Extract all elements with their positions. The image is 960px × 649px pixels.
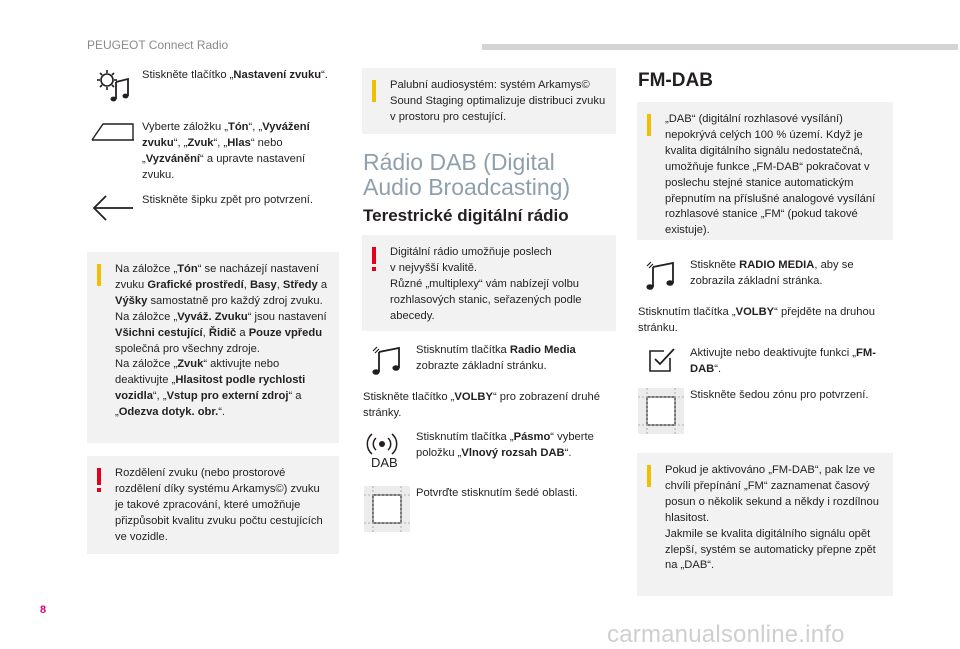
warning-marker [97,468,101,485]
info-paragraph-balance: Na záložce „Vyváž. Zvuku“ jsou nastavení Všichni cestující, Řidič a Pouze vpředu společná pro všechny zdroje. [115,310,327,355]
paragraph-volby-fm: Stisknutím tlačítka „VOLBY“ přejděte na druhou stránku. [638,306,875,334]
info-paragraph-tone: Na záložce „Tón“ se nacházejí nastavení zvuku Grafické prostředí, Basy, Středy a Výšky samostatně pro každý zdroj zvuku. [115,263,328,307]
watermark: carmanualsonline.info [607,621,845,648]
paragraph-volby: Stiskněte tlačítko „VOLBY“ pro zobrazení druhé stránky. [363,391,600,419]
step-select-tab [88,120,338,184]
warning-box-sound-distribution [87,456,339,554]
header-rule [482,44,958,50]
section-title-dab: Rádio DAB (Digital Audio Broadcasting) [363,149,571,201]
step-text: Stiskněte šipku zpět pro potvrzení. [142,194,314,206]
step-text: Aktivujte nebo deaktivujte funkci „FM-DAB“. [690,347,876,375]
step-back-arrow [88,193,338,223]
dab-icon-label: DAB [371,455,398,470]
step-sound-settings [88,68,338,106]
step-radio-media-fm [636,258,894,292]
warning-line: Různé „multiplexy“ vám nabízejí volbu rozhlasových stanic, seřazených podle abecedy. [390,277,582,322]
info-box-sound-tabs [87,252,339,443]
step-text: Vyberte záložku „Tón“, „Vyvážení zvuku“, „Zvuk“, „Hlas“ nebo „Vyzvánění“ a upravte nastavení zvuku. [142,121,310,181]
info-text: Palubní audiosystém: systém Arkamys© Sound Staging optimalizuje distribuci zvuku v prostoru pro cestující. [390,79,606,123]
info-marker [647,114,651,136]
step-confirm-grey-area [362,486,618,532]
music-note-icon [362,343,412,377]
step-confirm-grey-zone [636,388,894,434]
grey-area-frame-icon [362,486,412,532]
info-paragraph-sound: Na záložce „Zvuk“ aktivujte nebo deaktivujte „Hlasitost podle rychlosti vozidla“, „Vstup pro externí zdroj“ a „Odezva dotyk. obr.“. [115,358,306,419]
warning-marker [372,247,376,264]
info-paragraph: Pokud je aktivováno „FM-DAB“, pak lze ve chvíli přepínání „FM“ zaznamenat časový posun o několik sekund a někdy i rozdílnou hlasitost. [665,464,879,524]
warning-line: Digitální rádio umožňuje poslech [390,246,552,258]
warning-line: v nejvyšší kvalitě. [390,261,478,274]
tab-icon [88,120,138,142]
dab-radio-icon [362,430,412,470]
info-marker [647,465,651,487]
back-arrow-icon [88,193,138,223]
warning-marker-dot [372,267,376,271]
info-marker [372,80,376,102]
gear-music-icon [88,68,138,106]
info-text: „DAB“ (digitální rozhlasové vysílání) nepokrývá celých 100 % území. Když je kvalita digitálního signálu nedostatečná, umožňuje funkce „FM-DAB“ pokračovat v poslechu stejné stanice automatickým přepnutím na příslušné analogové vysílání rozhlasové stanice „FM“ (pokud takové existuje). [665,113,876,237]
warning-text: Rozdělení zvuku (nebo prostorové rozdělení díky systému Arkamys©) zvuku je takové zpracování, které umožňuje přizpůsobit kvalitu zvuku počtu cestujících ve vozidle. [115,467,323,543]
info-box-arkamys [362,68,616,134]
step-band-dab [362,430,618,470]
warning-box-digital-radio [362,235,616,331]
info-paragraph: Jakmile se kvalita digitálního signálu opět zlepší, systém se automaticky přepne zpět na „DAB“. [665,527,876,572]
step-text: Stiskněte šedou zónu pro potvrzení. [690,389,869,401]
info-box-fm-dab [637,102,893,240]
music-note-icon [636,258,686,292]
step-text: Potvrďte stisknutím šedé oblasti. [416,487,578,499]
step-radio-media [362,343,618,377]
step-text: Stiskněte tlačítko „Nastavení zvuku“. [142,69,328,81]
section-title-fm-dab: FM-DAB [638,70,713,91]
step-text: Stisknutím tlačítka Radio Media zobrazte základní stránku. [416,344,576,372]
warning-marker-dot [97,488,101,492]
step-text: Stiskněte RADIO MEDIA, aby se zobrazila základní stránka. [690,259,854,287]
subtitle-terrestrial-digital-radio: Terestrické digitální rádio [363,206,569,225]
header-title: PEUGEOT Connect Radio [87,38,229,52]
info-marker [97,264,101,286]
page-number: 8 [40,604,47,616]
step-text: Stisknutím tlačítka „Pásmo“ vyberte položku „Vlnový rozsah DAB“. [416,431,594,459]
checkbox-checked-icon [636,346,686,374]
info-box-fm-dab-switching [637,453,893,596]
step-toggle-fm-dab [636,346,894,378]
grey-area-frame-icon [636,388,686,434]
